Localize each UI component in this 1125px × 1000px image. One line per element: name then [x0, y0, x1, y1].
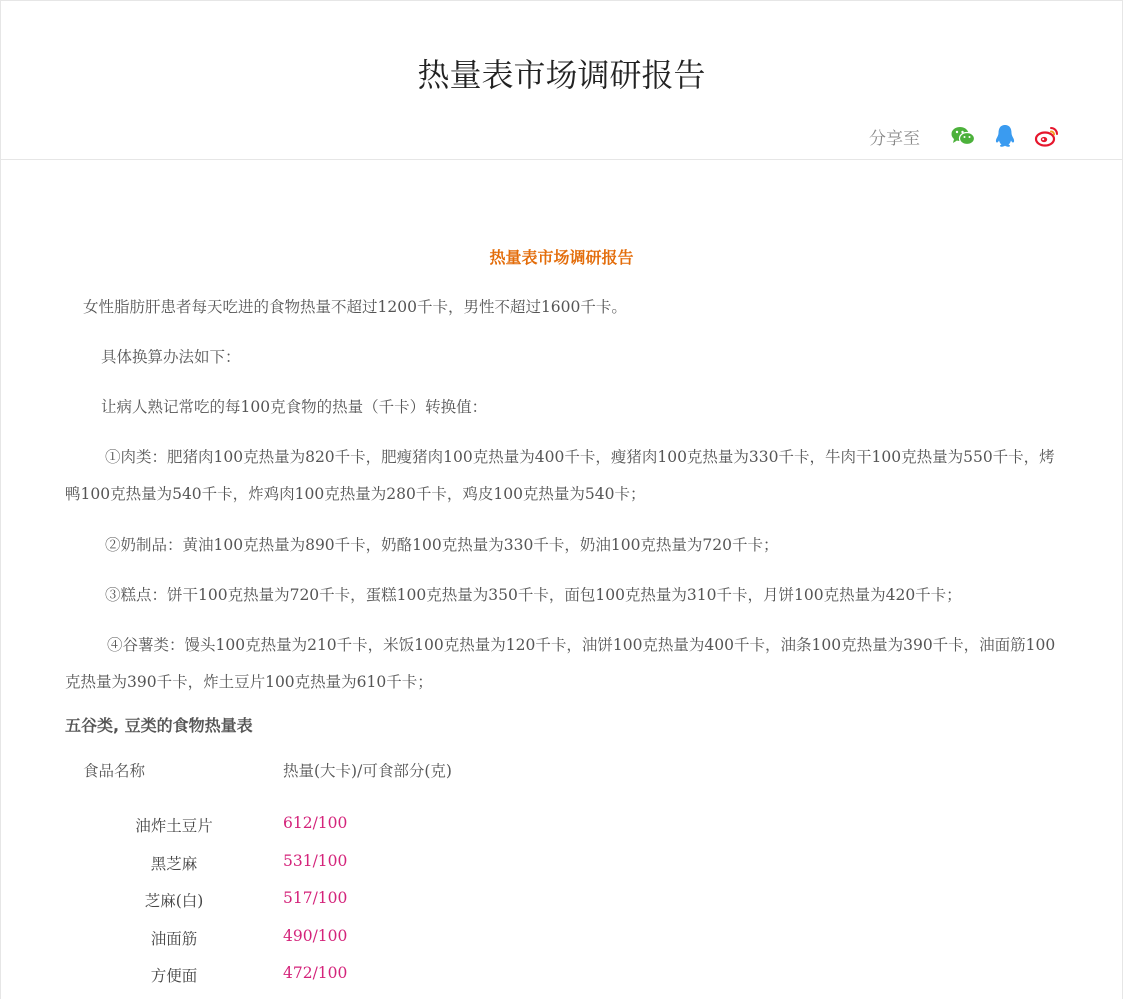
paragraph-meat: ①肉类：肥猪肉100克热量为820千卡，肥瘦猪肉100克热量为400千卡，瘦猪肉100克热量为330千卡，牛肉干100克热量为550千卡，烤鸭100克热量为540千卡，炸鸡肉100克热量为280千卡，鸡皮100克热量为540卡； — [65, 448, 1055, 503]
table-row — [65, 814, 665, 852]
column-header-value: 热量(大卡)/可食部分(克) — [283, 762, 452, 780]
paragraph-pastry: ③糕点：饼干100克热量为720千卡，蛋糕100克热量为350千卡，面包100克热量为310千卡，月饼100克热量为420千卡； — [105, 586, 962, 604]
food-calories: 517/100 — [283, 889, 348, 907]
page-title: 热量表市场调研报告 — [417, 56, 706, 94]
food-name: 黑芝麻 — [150, 854, 198, 873]
wechat-icon[interactable] — [950, 123, 976, 149]
paragraph-intro: 女性脂肪肝患者每天吃进的食物热量不超过1200千卡，男性不超过1600千卡。 — [83, 298, 627, 316]
article-content — [1, 161, 1122, 999]
table-row — [65, 889, 665, 927]
share-label: 分享至 — [869, 128, 920, 149]
paragraph-conversion: 让病人熟记常吃的每100克食物的热量（千卡）转换值： — [101, 398, 488, 416]
share-bar — [869, 122, 1060, 150]
food-name: 油炸土豆片 — [135, 817, 213, 835]
food-name: 芝麻(白) — [144, 892, 204, 910]
paragraph-dairy: ②奶制品：黄油100克热量为890千卡，奶酪100克热量为330千卡，奶油100克热量为720千卡； — [105, 536, 779, 554]
food-calories: 612/100 — [283, 814, 348, 832]
food-name: 油面筋 — [150, 929, 198, 948]
table-row — [65, 927, 665, 965]
food-calories: 472/100 — [283, 964, 348, 982]
column-header-name: 食品名称 — [83, 762, 146, 780]
paragraph-method: 具体换算办法如下： — [101, 348, 241, 366]
qq-icon[interactable] — [992, 123, 1018, 149]
food-calories: 531/100 — [283, 851, 348, 870]
section-heading: 五谷类, 豆类的食物热量表 — [65, 716, 253, 735]
page-header — [1, 1, 1122, 160]
food-table — [65, 814, 665, 999]
weibo-icon[interactable] — [1034, 123, 1060, 149]
table-row — [65, 852, 665, 890]
food-calories: 490/100 — [283, 926, 348, 945]
food-name: 方便面 — [150, 967, 198, 985]
table-row — [65, 964, 665, 999]
paragraph-grains: ④谷薯类：馒头100克热量为210千卡，米饭100克热量为120千卡，油饼100克热量为400千卡，油条100克热量为390千卡，油面筋100克热量为390千卡，炸土豆片100克热量为610千卡； — [65, 636, 1056, 691]
article-title: 热量表市场调研报告 — [489, 248, 634, 267]
